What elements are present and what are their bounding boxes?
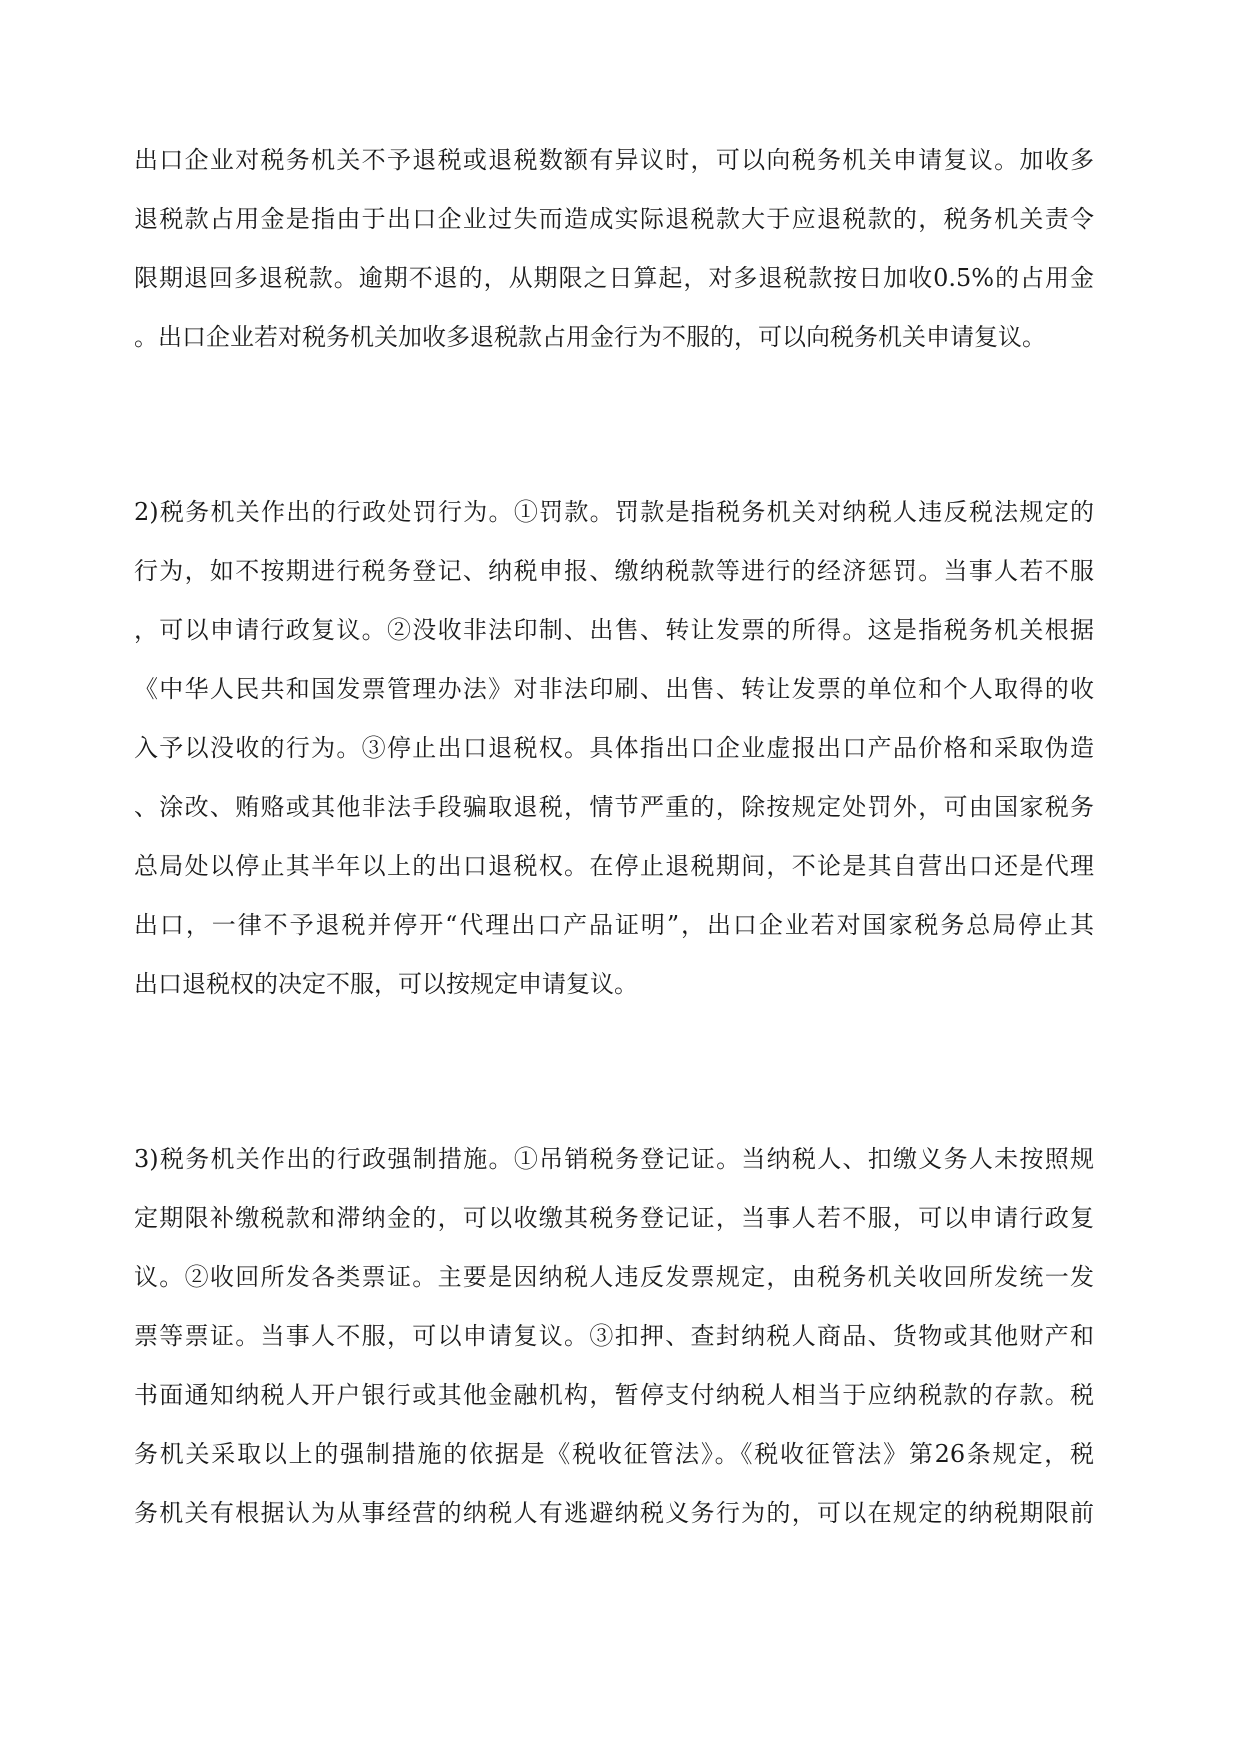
- paragraph-3-line-2: 定期限补缴税款和滞纳金的，可以收缴其税务登记证，当事人若不服，可以申请行政复: [134, 1204, 1094, 1232]
- paragraph-1-line-1: 出口企业对税务机关不予退税或退税数额有异议时，可以向税务机关申请复议。加收多: [134, 146, 1094, 174]
- paragraph-2-line-5: 入予以没收的行为。③停止出口退税权。具体指出口企业虚报出口产品价格和采取伪造: [134, 734, 1094, 762]
- paragraph-2-line-4: 《中华人民共和国发票管理办法》对非法印刷、出售、转让发票的单位和个人取得的收: [134, 675, 1094, 703]
- paragraph-3-line-1: 3)税务机关作出的行政强制措施。①吊销税务登记证。当纳税人、扣缴义务人未按照规: [134, 1145, 1094, 1173]
- paragraph-1-line-3: 限期退回多退税款。逾期不退的，从期限之日算起，对多退税款按日加收0.5%的占用金: [134, 264, 1094, 292]
- paragraph-2-line-6: 、涂改、贿赂或其他非法手段骗取退税，情节严重的，除按规定处罚外，可由国家税务: [134, 793, 1094, 821]
- paragraph-2-line-1: 2)税务机关作出的行政处罚行为。①罚款。罚款是指税务机关对纳税人违反税法规定的: [134, 498, 1094, 526]
- paragraph-2-line-8: 出口，一律不予退税并停开“代理出口产品证明”，出口企业若对国家税务总局停止其: [134, 911, 1094, 939]
- paragraph-2-line-2: 行为，如不按期进行税务登记、纳税申报、缴纳税款等进行的经济惩罚。当事人若不服: [134, 557, 1094, 585]
- paragraph-1-line-4: 。出口企业若对税务机关加收多退税款占用金行为不服的，可以向税务机关申请复议。: [134, 323, 1046, 351]
- paragraph-3-line-5: 书面通知纳税人开户银行或其他金融机构，暂停支付纳税人相当于应纳税款的存款。税: [134, 1381, 1094, 1409]
- paragraph-2-line-3: ，可以申请行政复议。②没收非法印制、出售、转让发票的所得。这是指税务机关根据: [134, 616, 1094, 644]
- paragraph-3-line-7: 务机关有根据认为从事经营的纳税人有逃避纳税义务行为的，可以在规定的纳税期限前: [134, 1499, 1094, 1527]
- paragraph-1-line-2: 退税款占用金是指由于出口企业过失而造成实际退税款大于应退税款的，税务机关责令: [134, 205, 1094, 233]
- paragraph-3-line-3: 议。②收回所发各类票证。主要是因纳税人违反发票规定，由税务机关收回所发统一发: [134, 1263, 1094, 1291]
- paragraph-2-line-7: 总局处以停止其半年以上的出口退税权。在停止退税期间，不论是其自营出口还是代理: [134, 852, 1094, 880]
- paragraph-3-line-4: 票等票证。当事人不服，可以申请复议。③扣押、查封纳税人商品、货物或其他财产和: [134, 1322, 1094, 1350]
- paragraph-3-line-6: 务机关采取以上的强制措施的依据是《税收征管法》。《税收征管法》第26条规定，税: [134, 1440, 1094, 1468]
- paragraph-2-line-9: 出口退税权的决定不服，可以按规定申请复议。: [134, 970, 638, 998]
